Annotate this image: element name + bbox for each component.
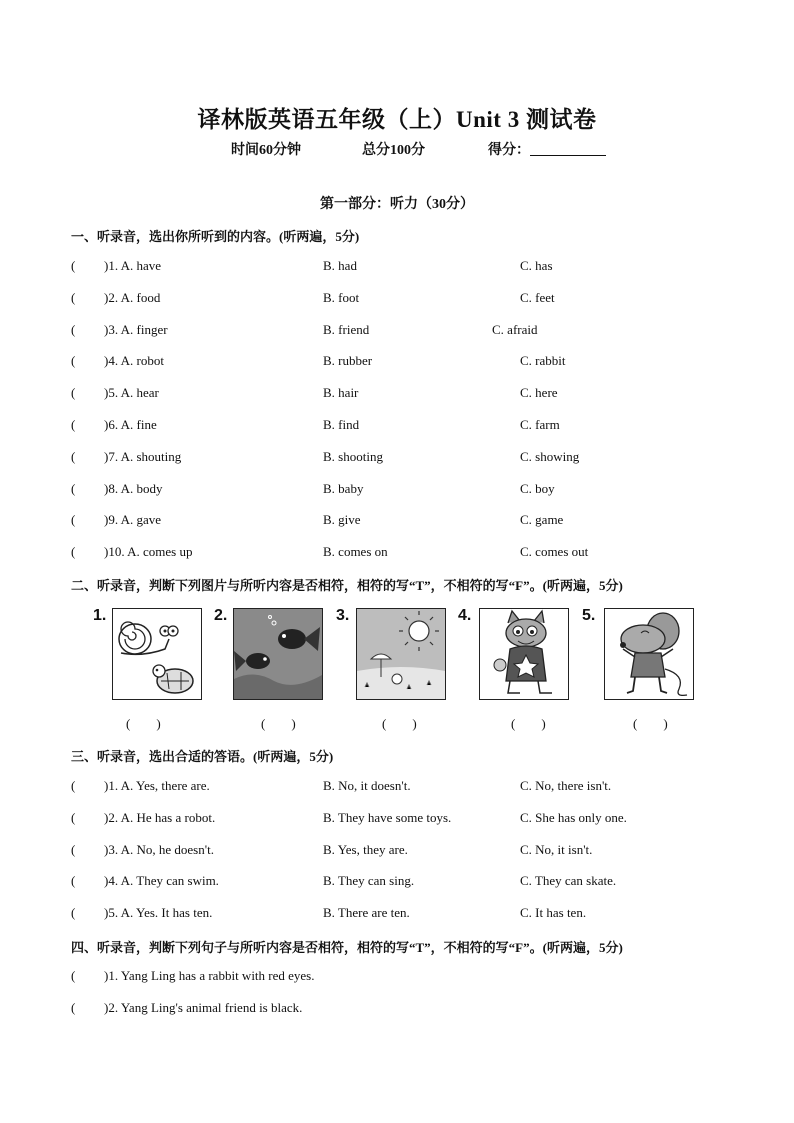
question-option-a: )5. A. hear bbox=[104, 385, 159, 401]
picture-number: 4. bbox=[458, 607, 472, 624]
picture-cat bbox=[479, 608, 569, 700]
question-option-a: )7. A. shouting bbox=[104, 448, 182, 464]
picture-row bbox=[0, 605, 794, 705]
question-option-a: )9. A. gave bbox=[104, 512, 162, 528]
question-option-a: )3. A. finger bbox=[104, 321, 168, 337]
option-b: B. baby bbox=[323, 480, 364, 496]
option-c: C. showing bbox=[520, 448, 580, 464]
answer-blank[interactable]: ( bbox=[71, 258, 76, 273]
question-option-a: )1. Yang Ling has a rabbit with red eyes. bbox=[104, 968, 315, 983]
picture-goldfish bbox=[233, 608, 323, 700]
option-b: B. comes on bbox=[323, 544, 388, 560]
question-row bbox=[71, 544, 731, 564]
question-row bbox=[71, 842, 731, 862]
answer-blank[interactable]: ( bbox=[71, 778, 76, 793]
option-b: B. rubber bbox=[323, 353, 373, 369]
question-row bbox=[71, 968, 731, 988]
answer-blank[interactable]: ( bbox=[71, 480, 76, 496]
picture-sun-umbrella bbox=[356, 608, 446, 700]
part1-title: 第一部分：听力（30分） bbox=[320, 197, 474, 212]
option-c: C. afraid bbox=[492, 321, 538, 337]
picture-number: 3. bbox=[336, 607, 350, 624]
answer-blank[interactable]: ( bbox=[71, 417, 76, 432]
question-row bbox=[71, 810, 731, 830]
question-option-a: )2. A. food bbox=[104, 289, 161, 305]
question-option-a: )2. A. He has a robot. bbox=[104, 809, 216, 825]
option-c: C. No, there isn't. bbox=[520, 778, 612, 793]
option-c: C. feet bbox=[520, 289, 555, 305]
answer-blank[interactable]: ( bbox=[71, 512, 76, 528]
answer-blank[interactable]: ( bbox=[71, 1000, 76, 1015]
picture-number: 1. bbox=[93, 607, 107, 624]
answer-blank[interactable]: ( bbox=[71, 968, 76, 983]
answer-blank[interactable]: ( bbox=[71, 544, 76, 560]
option-c: C. No, it isn't. bbox=[520, 841, 593, 857]
time-info: 时间60分钟 bbox=[231, 143, 301, 158]
picture-number: 5. bbox=[582, 607, 596, 624]
option-c: C. game bbox=[520, 512, 564, 528]
section1-heading: 一、听录音，选出你所听到的内容。(听两遍，5分) bbox=[71, 229, 360, 244]
option-b: B. foot bbox=[323, 289, 360, 305]
question-option-a: )6. A. fine bbox=[104, 417, 157, 432]
question-row bbox=[71, 322, 731, 342]
question-option-a: )1. A. Yes, there are. bbox=[104, 778, 210, 793]
option-b: B. find bbox=[323, 417, 360, 432]
option-b: B. No, it doesn't. bbox=[323, 778, 411, 793]
option-b: B. friend bbox=[323, 321, 370, 337]
section4-heading: 四、听录音，判断下列句子与所听内容是否相符，相符的写“T”，不相符的写“F”。(听两遍，5分) bbox=[71, 940, 623, 955]
option-b: B. shooting bbox=[323, 448, 383, 464]
question-option-a: )4. A. They can swim. bbox=[104, 873, 219, 889]
option-b: B. Yes, they are. bbox=[323, 841, 408, 857]
question-row bbox=[71, 417, 731, 437]
option-c: C. She has only one. bbox=[520, 809, 627, 825]
option-c: C. boy bbox=[520, 480, 555, 496]
page-title: 译林版英语五年级（上）Unit 3 测试卷 bbox=[197, 107, 597, 132]
question-row bbox=[71, 481, 731, 501]
score-field bbox=[488, 139, 606, 159]
option-c: C. They can skate. bbox=[520, 873, 617, 889]
option-c: C. rabbit bbox=[520, 353, 566, 369]
answer-blank[interactable]: ( bbox=[71, 905, 76, 921]
answer-blank[interactable]: ( bbox=[71, 385, 76, 401]
answer-blank[interactable]: ( bbox=[71, 321, 76, 337]
question-row bbox=[71, 258, 731, 278]
option-b: B. give bbox=[323, 512, 361, 528]
answer-blank[interactable]: ( bbox=[71, 289, 76, 305]
option-b: B. They have some toys. bbox=[323, 809, 452, 825]
picture1-answer[interactable]: ( ) bbox=[126, 716, 161, 731]
section2-heading: 二、听录音，判断下列图片与所听内容是否相符，相符的写“T”，不相符的写“F”。(听两遍，5分) bbox=[71, 578, 623, 593]
score-label: 得分： bbox=[488, 143, 530, 158]
question-row bbox=[71, 449, 731, 469]
picture-number: 2. bbox=[214, 607, 228, 624]
question-row bbox=[71, 290, 731, 310]
question-option-a: )8. A. body bbox=[104, 480, 163, 496]
question-option-a: )3. A. No, he doesn't. bbox=[104, 841, 214, 857]
answer-blank[interactable]: ( bbox=[71, 873, 76, 889]
question-row bbox=[71, 873, 731, 893]
picture-snail-turtle bbox=[112, 608, 202, 700]
option-c: C. has bbox=[520, 258, 553, 273]
picture4-answer[interactable]: ( ) bbox=[511, 716, 546, 731]
answer-blank[interactable]: ( bbox=[71, 353, 76, 369]
picture5-answer[interactable]: ( ) bbox=[633, 716, 668, 731]
question-row bbox=[71, 778, 731, 798]
question-option-a: )4. A. robot bbox=[104, 353, 164, 369]
option-c: C. here bbox=[520, 385, 558, 401]
score-blank[interactable] bbox=[530, 141, 606, 156]
question-row bbox=[71, 353, 731, 373]
question-row bbox=[71, 905, 731, 925]
option-b: B. had bbox=[323, 258, 357, 273]
option-c: C. comes out bbox=[520, 544, 589, 560]
section3-heading: 三、听录音，选出合适的答语。(听两遍，5分) bbox=[71, 749, 334, 764]
question-row bbox=[71, 512, 731, 532]
question-option-a: )2. Yang Ling's animal friend is black. bbox=[104, 1000, 303, 1015]
question-option-a: )5. A. Yes. It has ten. bbox=[104, 905, 213, 921]
question-option-a: )10. A. comes up bbox=[104, 544, 193, 560]
answer-blank[interactable]: ( bbox=[71, 841, 76, 857]
total-score-info: 总分100分 bbox=[362, 143, 425, 158]
option-b: B. They can sing. bbox=[323, 873, 415, 889]
option-c: C. farm bbox=[520, 417, 560, 432]
option-b: B. hair bbox=[323, 385, 359, 401]
picture3-answer[interactable]: ( ) bbox=[382, 716, 417, 731]
answer-blank[interactable]: ( bbox=[71, 448, 76, 464]
option-c: C. It has ten. bbox=[520, 905, 587, 921]
question-option-a: )1. A. have bbox=[104, 258, 162, 273]
question-row bbox=[71, 385, 731, 405]
answer-blank[interactable]: ( bbox=[71, 809, 76, 825]
picture-mouse bbox=[604, 608, 694, 700]
option-b: B. There are ten. bbox=[323, 905, 410, 921]
picture2-answer[interactable]: ( ) bbox=[261, 716, 296, 731]
question-row bbox=[71, 1000, 731, 1020]
